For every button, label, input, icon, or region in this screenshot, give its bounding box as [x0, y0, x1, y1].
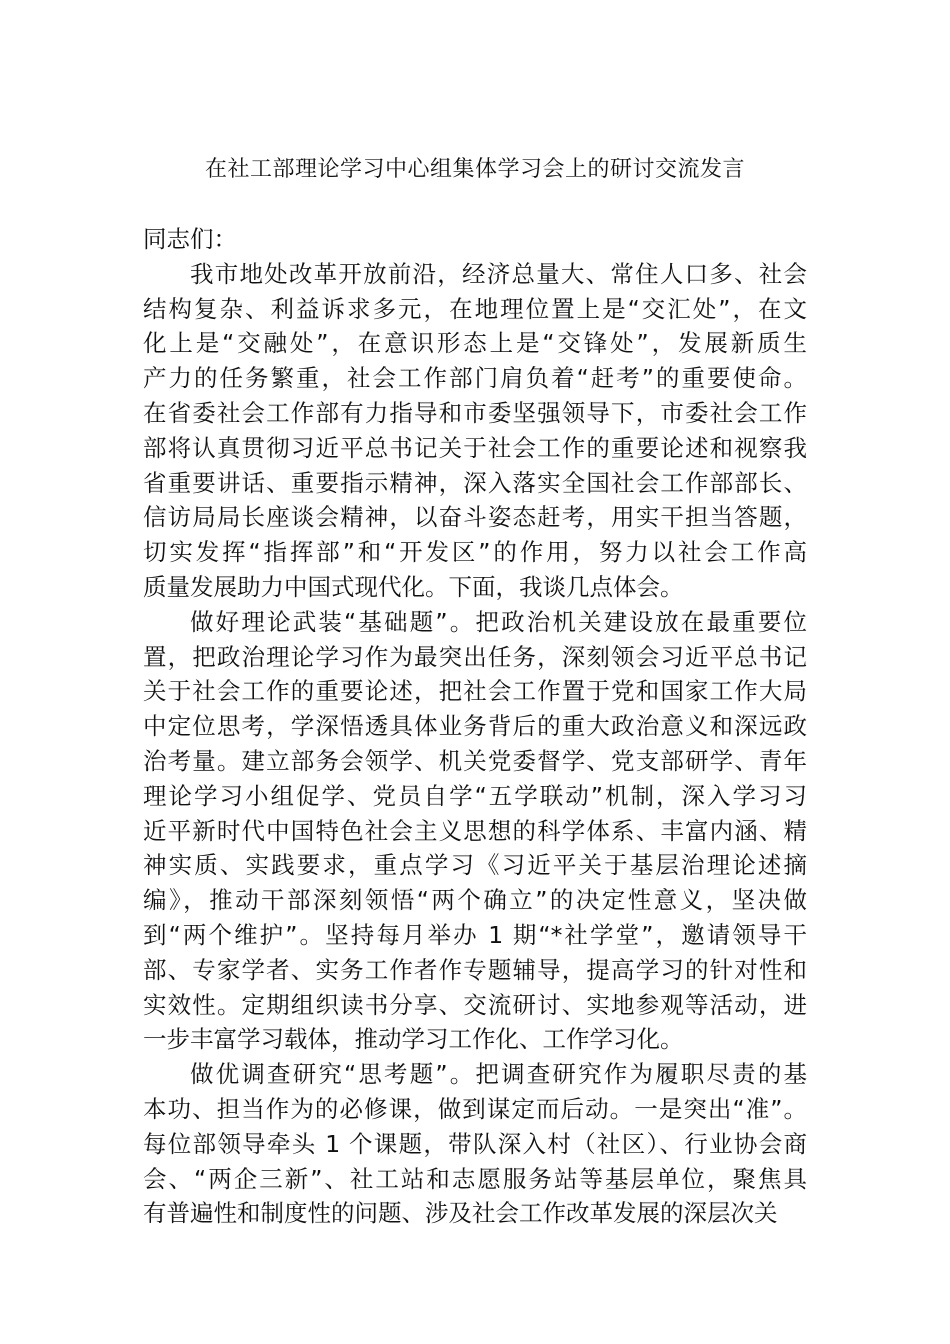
text-line: 治考量。建立部务会领学、机关党委督学、党支部研学、青年 — [143, 746, 807, 775]
text-line: 有普遍性和制度性的问题、涉及社会工作改革发展的深层次关 — [143, 1199, 778, 1228]
paragraph — [143, 605, 807, 1057]
text-line: 做好理论武装“基础题”。把政治机关建设放在最重要位 — [190, 607, 807, 636]
text-line: 部、专家学者、实务工作者作专题辅导，提高学习的针对性和 — [143, 955, 807, 984]
salutation: 同志们： — [143, 225, 237, 253]
text-line: 在省委社会工作部有力指导和市委坚强领导下，市委社会工作 — [143, 398, 807, 427]
text-line: 近平新时代中国特色社会主义思想的科学体系、丰富内涵、精 — [143, 816, 807, 845]
text-line: 做优调查研究“思考题”。把调查研究作为履职尽责的基 — [190, 1060, 807, 1089]
text-line: 我市地处改革开放前沿，经济总量大、常住人口多、社会 — [190, 259, 807, 288]
text-line: 编》，推动干部深刻领悟“两个确立”的决定性意义，坚决做 — [143, 886, 807, 915]
text-line: 每位部领导牵头 1 个课题，带队深入村（社区）、行业协会商 — [143, 1129, 807, 1158]
text-line: 神实质、实践要求，重点学习《习近平关于基层治理论述摘 — [143, 851, 807, 880]
text-line: 产力的任务繁重，社会工作部门肩负着“赶考”的重要使命。 — [143, 364, 807, 393]
document-body — [143, 222, 807, 1231]
paragraph — [143, 1057, 807, 1231]
text-line: 本功、担当作为的必修课，做到谋定而后动。一是突出“准”。 — [143, 1094, 807, 1123]
text-line: 一步丰富学习载体，推动学习工作化、工作学习化。 — [143, 1025, 684, 1054]
text-line: 置，把政治理论学习作为最突出任务，深刻领会习近平总书记 — [143, 642, 807, 671]
text-line: 理论学习小组促学、党员自学“五学联动”机制，深入学习习 — [143, 781, 807, 810]
text-line: 结构复杂、利益诉求多元，在地理位置上是“交汇处”，在文 — [143, 294, 807, 323]
text-line: 切实发挥“指挥部”和“开发区”的作用，努力以社会工作高 — [143, 538, 807, 567]
text-line: 省重要讲话、重要指示精神，深入落实全国社会工作部部长、 — [143, 468, 807, 497]
text-line: 会、“两企三新”、社工站和志愿服务站等基层单位，聚焦具 — [143, 1164, 807, 1193]
text-line: 质量发展助力中国式现代化。下面，我谈几点体会。 — [143, 572, 684, 601]
text-line: 部将认真贯彻习近平总书记关于社会工作的重要论述和视察我 — [143, 433, 807, 462]
text-line: 实效性。定期组织读书分享、交流研讨、实地参观等活动，进 — [143, 990, 807, 1019]
text-line: 信访局局长座谈会精神，以奋斗姿态赶考，用实干担当答题， — [143, 503, 807, 532]
paragraph — [143, 257, 807, 605]
document-title: 在社工部理论学习中心组集体学习会上的研讨交流发言 — [204, 157, 745, 182]
text-line: 关于社会工作的重要论述，把社会工作置于党和国家工作大局 — [143, 677, 807, 706]
text-line: 中定位思考，学深悟透具体业务背后的重大政治意义和深远政 — [143, 712, 807, 741]
text-line: 化上是“交融处”，在意识形态上是“交锋处”，发展新质生 — [143, 329, 807, 358]
paragraph-list — [143, 257, 807, 1231]
text-line: 到“两个维护”。坚持每月举办 1 期“*社学堂”，邀请领导干 — [143, 920, 807, 949]
